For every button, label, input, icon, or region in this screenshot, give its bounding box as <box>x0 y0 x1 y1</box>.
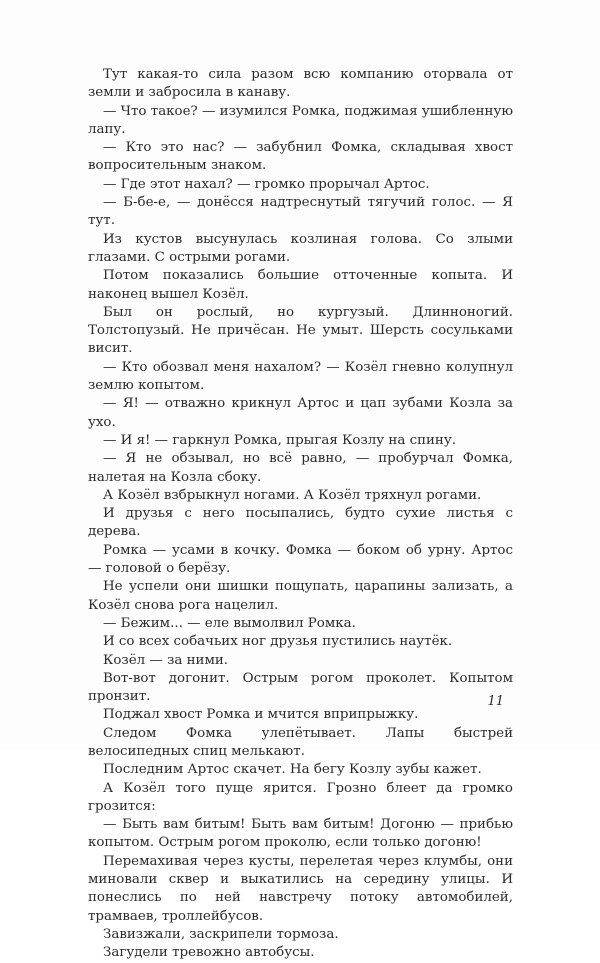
paragraph: — Я не обзывал, но всё равно, — пробурчал Фомка, налетая на Козла сбоку. <box>88 451 513 485</box>
paragraph: Потом показались большие отточенные копыта. И наконец вышел Козёл. <box>88 268 513 302</box>
paragraph: Из кустов высунулась козлиная голова. Со злыми глазами. С острыми рогами. <box>88 231 513 265</box>
paragraph: — Бежим... — еле вымолвил Ромка. <box>103 615 356 631</box>
paragraph: Последним Артос скачет. На бегу Козлу зубы кажет. <box>103 762 482 778</box>
paragraph: — Я! — отважно крикнул Артос и цап зубами Козла за ухо. <box>88 396 513 430</box>
paragraph: Был он рослый, но кургузый. Длинноногий. Толстопузый. Не причёсан. Не умыт. Шерсть сосульками висит. <box>88 304 513 357</box>
paragraph: Загудели тревожно автобусы. <box>103 945 315 961</box>
paragraph: — Быть вам битым! Быть вам битым! Догоню — прибью копытом. Острым рогом проколю, если только догоню! <box>88 817 513 851</box>
paragraph: Следом Фомка улепётывает. Лапы быстрей велосипедных спиц мелькают. <box>88 725 513 759</box>
paragraph: — Кто это нас? — забубнил Фомка, складывая хвост вопросительным знаком. <box>88 140 513 174</box>
paragraph: — Где этот нахал? — громко прорычал Артос. <box>103 176 430 192</box>
paragraph: Не успели они шишки пощупать, царапины зализать, а Козёл снова рога нацелил. <box>88 579 513 613</box>
paragraph: А Козёл того пуще ярится. Грозно блеет да громко грозится: <box>88 780 513 814</box>
page-number: 11 <box>487 694 504 709</box>
paragraph: А Козёл взбрыкнул ногами. А Козёл тряхнул рогами. <box>103 487 482 503</box>
paragraph: — И я! — гаркнул Ромка, прыгая Козлу на спину. <box>103 432 456 448</box>
paragraph: Вот-вот догонит. Острым рогом проколет. Копытом пронзит. <box>88 670 513 705</box>
paragraph: И друзья с него посыпались, будто сухие листья с дерева. <box>88 506 513 540</box>
paragraph: Перемахивая через кусты, перелетая через клумбы, они миновали сквер и выкатились на середину улицы. И понеслись по ней навстречу потоку автомобилей, трамваев, троллейбусов. <box>88 853 513 924</box>
paragraph: — Кто обозвал меня нахалом? — Козёл гневно колупнул землю копытом. <box>88 359 513 394</box>
paragraph: Козёл — за ними. <box>103 652 229 668</box>
paragraph: И со всех собачьих ног друзья пустились наутёк. <box>103 634 453 650</box>
paragraph: Завизжали, заскрипели тормоза. <box>103 926 339 942</box>
paragraph: — Б-бе-е, — донёсся надтреснутый тягучий голос. — Я тут. <box>88 195 513 229</box>
paragraph: Поджал хвост Ромка и мчится вприпрыжку. <box>103 707 419 723</box>
paragraph: — Что такое? — изумился Ромка, поджимая ушибленную лапу. <box>88 103 513 137</box>
paragraph: Тут какая-то сила разом всю компанию оторвала от земли и забросила в канаву. <box>88 67 513 101</box>
paragraph: Ромка — усами в кочку. Фомка — боком об урну. Артос — головой о берёзу. <box>88 542 513 577</box>
story-text <box>88 66 513 963</box>
